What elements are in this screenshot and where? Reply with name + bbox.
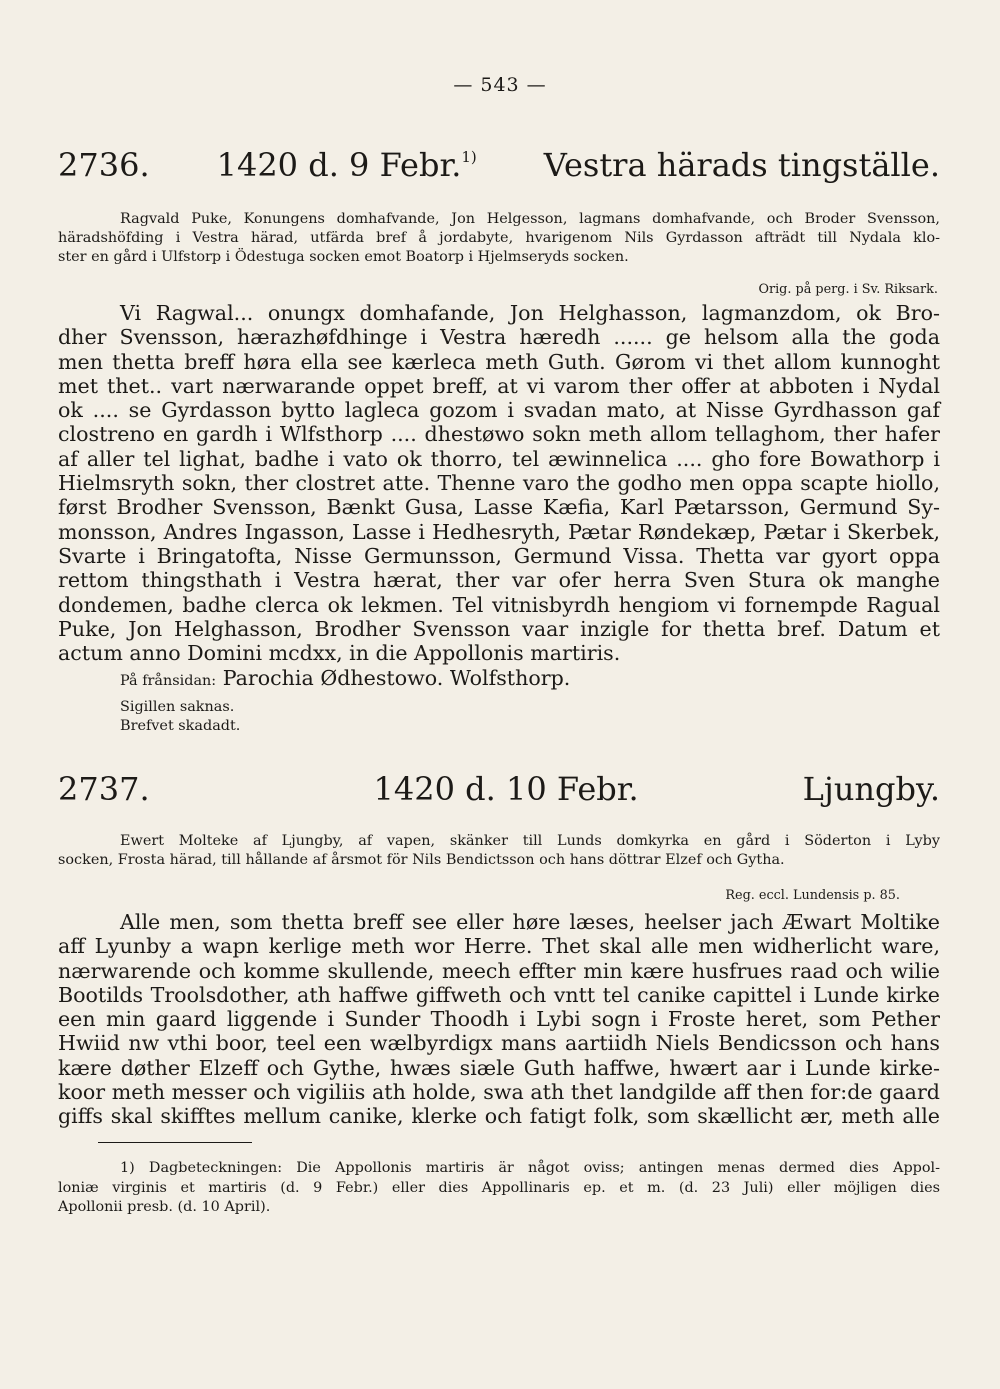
text-line: men thetta breff høra ella see kærleca meth Guth. Gørom vi thet allom kunnoght (58, 349, 940, 374)
entry-notes-2736 (58, 698, 940, 736)
note-line: Sigillen saknas. (120, 699, 235, 715)
summary-line: häradshöfding i Vestra härad, utfärda bref å jordabyte, hvarigenom Nils Gyrdasson afträdt till Nydala klo- (58, 230, 940, 246)
text-line: Alle men, som thetta breff see eller høre læses, heelser jach Æwart Moltike (120, 910, 940, 934)
verso-label: På frånsidan: (120, 673, 217, 689)
footnote-line: loniæ virginis et martiris (d. 9 Febr.) eller dies Appollinaris ep. et m. (d. 23 Juli) eller möjligen dies (58, 1179, 940, 1196)
text-line: Puke, Jon Helghasson, Brodher Svensson vaar inzigle for thetta bref. Datum et (58, 616, 940, 641)
entry-summary-2736 (58, 210, 940, 267)
text-line: een min gaard liggende i Sunder Thoodh i Lybi sogn i Froste heret, som Pether (58, 1007, 940, 1032)
footnote-line: 1) Dagbeteckningen: Die Appollonis martiris är något oviss; antingen menas dermed dies Appol- (120, 1160, 940, 1176)
text-line: monsson, Andres Ingasson, Lasse i Hedhesryth, Pætar Røndekæp, Pætar i Skerbek, (58, 519, 940, 544)
note-line: Brefvet skadadt. (120, 718, 241, 734)
text-line: rettom thingsthath i Vestra hærat, ther var ofer herra Sven Stura ok manghe (58, 568, 940, 593)
summary-line: Ragvald Puke, Konungens domhafvande, Jon Helgesson, lagmans domhafvande, och Broder Svensson, (120, 211, 940, 227)
entry-date: 1420 d. 10 Febr. (373, 770, 639, 808)
entry-heading-2737 (58, 770, 940, 808)
entry-text-2737 (58, 910, 940, 1129)
text-line: ok .... se Gyrdasson bytto lagleca gozom i svadan mato, at Nisse Gyrdhasson gaf (58, 398, 940, 423)
footnote-line: Apollonii presb. (d. 10 April). (58, 1199, 271, 1215)
text-line: giffs skal skifftes mellum canike, klerke och fatigt folk, som skællicht ær, meth alle (58, 1104, 940, 1129)
text-line: Hielmsryth sokn, ther clostret atte. Thenne varo the godho men oppa scapte hiollo, (58, 471, 940, 496)
text-line: clostreno en gardh i Wlfsthorp .... dhestøwo sokn meth allom tellaghom, ther hafer (58, 422, 940, 447)
entry-source-2737: Reg. eccl. Lundensis p. 85. (725, 888, 900, 903)
text-line: Svarte i Bringatofta, Nisse Germunsson, Germund Vissa. Thetta var gyort oppa (58, 543, 940, 568)
text-line: aff Lyunby a wapn kerlige meth wor Herre. Thet skal alle men widherlicht ware, (58, 934, 940, 959)
text-line: Vi Ragwal... onungx domhafande, Jon Helghasson, lagmanzdom, ok Bro- (120, 301, 940, 325)
text-line: dher Svensson, hærazhøfdhinge i Vestra hæredh ...... ge helsom alla the goda (58, 325, 940, 350)
text-line: dondemen, badhe clerca ok lekmen. Tel vitnisbyrdh hengiom vi fornempde Ragual (58, 592, 940, 617)
entry-source-2736: Orig. på perg. i Sv. Riksark. (758, 282, 938, 297)
verso-text: Parochia Ødhestowo. Wolfsthorp. (222, 666, 571, 690)
footnote (58, 1159, 940, 1218)
text-line: nærwarende och komme skullende, meech effter min kære husfrues raad och wilie (58, 958, 940, 983)
footnote-rule (98, 1142, 252, 1143)
entry-text-2736 (58, 301, 940, 665)
text-line: af aller tel lighat, badhe i vato ok thorro, tel æwinnelica .... gho fore Bowathorp i (58, 446, 940, 471)
text-line: Bootilds Troolsdother, ath haffwe giffweth och vntt tel canike capittel i Lunde kirke (58, 982, 940, 1007)
text-line: koor meth messer och vigiliis ath holde, swa ath thet landgilde aff then for:de gaard (58, 1080, 940, 1105)
text-line: kære døther Elzeff och Gythe, hwæs siæle Guth haffwe, hwært aar i Lunde kirke- (58, 1055, 940, 1080)
entry-place: Vestra härads tingställe. (543, 146, 940, 184)
text-line: Hwiid nw vthi boor, teel een wælbyrdigx mans aartiidh Niels Bendicsson och hans (58, 1031, 940, 1056)
verso-line-2736 (58, 666, 940, 693)
summary-line: ster en gård i Ulfstorp i Ödestuga socken emot Boatorp i Hjelmseryds socken. (58, 249, 629, 265)
text-line: først Brodher Svensson, Bænkt Gusa, Lasse Kæfia, Karl Pætarsson, Germund Sy- (58, 495, 940, 520)
text-line: met thet.. vart nærwarande oppet breff, at vi varom ther offer at abboten i Nydal (58, 373, 940, 398)
entry-date: 1420 d. 9 Febr.$^{1)}$ (216, 146, 477, 184)
entry-number: 2736. (58, 146, 150, 184)
footnote-mark: 1) (461, 148, 477, 166)
entry-heading-2736 (58, 146, 940, 184)
summary-line: Ewert Molteke af Ljungby, af vapen, skänker till Lunds domkyrka en gård i Söderton i Lyby (120, 833, 940, 849)
page-number: — 543 — (453, 74, 547, 96)
entry-summary-2737 (58, 832, 940, 870)
entry-number: 2737. (58, 770, 150, 808)
text-line: actum anno Domini mcdxx, in die Appollonis martiris. (58, 641, 621, 666)
summary-line: socken, Frosta härad, till hållande af årsmot för Nils Bendictsson och hans döttrar Elzef och Gytha. (58, 852, 785, 868)
entry-place: Ljungby. (802, 770, 940, 808)
